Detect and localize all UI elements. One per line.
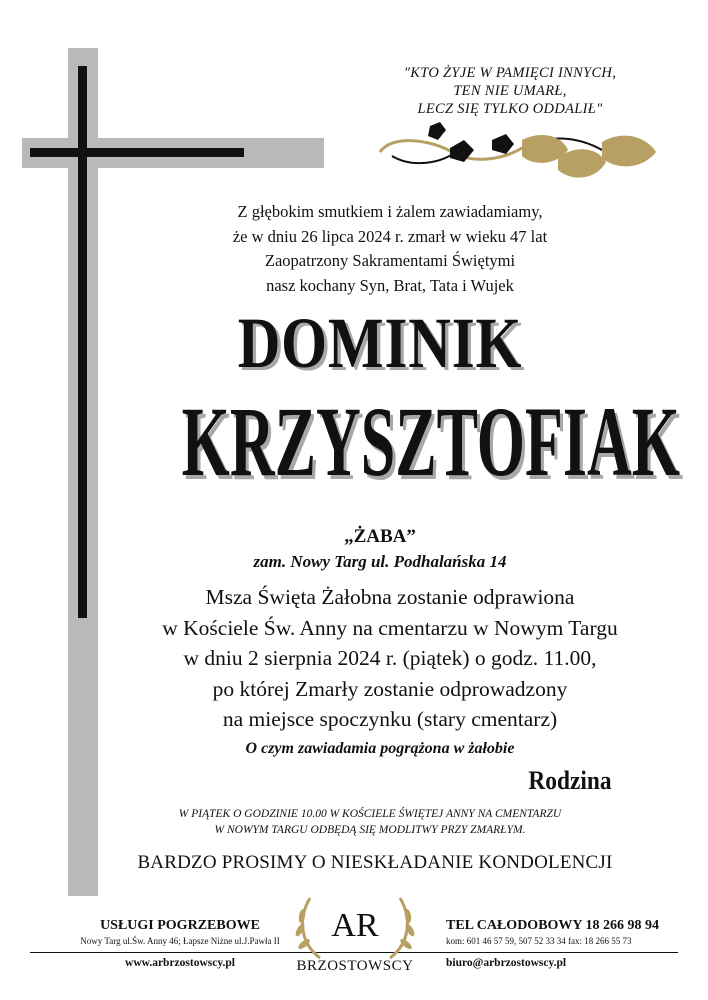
- quote-line: "KTO ŻYJE W PAMIĘCI INNYCH,: [403, 65, 617, 81]
- intro-line: że w dniu 26 lipca 2024 r. zmarł w wieku 47 lat: [232, 226, 548, 246]
- leaf-ornament-icon: [372, 120, 662, 190]
- contact-numbers: kom: 601 46 57 59, 507 52 33 34 fax: 18 266 55 73: [446, 936, 632, 946]
- announcement-intro: [170, 200, 610, 298]
- logo-name: BRZOSTOWSCY: [296, 958, 414, 974]
- deceased-first-name: DOMINIK: [237, 303, 523, 383]
- website-link[interactable]: www.arbrzostowscy.pl: [125, 957, 235, 969]
- intro-line: Z głębokim smutkiem i żalem zawiadamiamy,: [237, 202, 543, 221]
- memorial-quote: [360, 64, 660, 118]
- mass-line: na miejsce spoczynku (stary cmentarz): [222, 707, 558, 731]
- deceased-address: zam. Nowy Targ ul. Podhalańska 14: [253, 552, 507, 571]
- mass-line: Msza Święta Żałobna zostanie odprawiona: [205, 585, 575, 609]
- email-link[interactable]: biuro@arbrzostowscy.pl: [446, 957, 567, 969]
- quote-line: LECZ SIĘ TYLKO ODDALIŁ": [417, 101, 603, 117]
- mourning-note: O czym zawiadamia pogrążona w żałobie: [245, 740, 515, 757]
- funeral-services-address: Nowy Targ ul.Św. Anny 46; Łapsze Niżne ul.J.Pawła II: [80, 936, 280, 946]
- deceased-last-name: KRZYSZTOFIAK: [181, 386, 681, 497]
- quote-line: TEN NIE UMARŁ,: [453, 83, 567, 99]
- laurel-logo-icon: [280, 888, 430, 968]
- prayer-line: W PIĄTEK O GODZINIE 10.00 W KOŚCIELE ŚWIĘTEJ ANNY NA CMENTARZU: [178, 808, 562, 820]
- intro-line: Zaopatrzony Sakramentami Świętymi: [264, 251, 516, 270]
- phone-title: TEL CAŁODOBOWY 18 266 98 94: [446, 918, 660, 933]
- prayer-line: W NOWYM TARGU ODBĘDĄ SIĘ MODLITWY PRZY ZMARŁYM.: [214, 824, 526, 836]
- deceased-nickname: „ŻABA”: [344, 526, 416, 547]
- logo-initials: AR: [331, 907, 379, 944]
- cross-icon-horizontal: [30, 148, 244, 157]
- family-signature: Rodzina: [528, 766, 612, 795]
- intro-line: nasz kochany Syn, Brat, Tata i Wujek: [266, 275, 514, 295]
- funeral-services-title: USŁUGI POGRZEBOWE: [100, 918, 260, 933]
- mass-line: w Kościele Św. Anny na cmentarzu w Nowym Targu: [162, 615, 618, 640]
- mass-line: po której Zmarły zostanie odprowadzony: [212, 676, 568, 701]
- prayer-notice: [100, 806, 640, 838]
- mass-line: w dniu 2 sierpnia 2024 r. (piątek) o godz. 11.00,: [183, 646, 597, 670]
- funeral-mass-info: [110, 582, 670, 735]
- condolence-request: BARDZO PROSIMY O NIESKŁADANIE KONDOLENCJI: [137, 852, 613, 873]
